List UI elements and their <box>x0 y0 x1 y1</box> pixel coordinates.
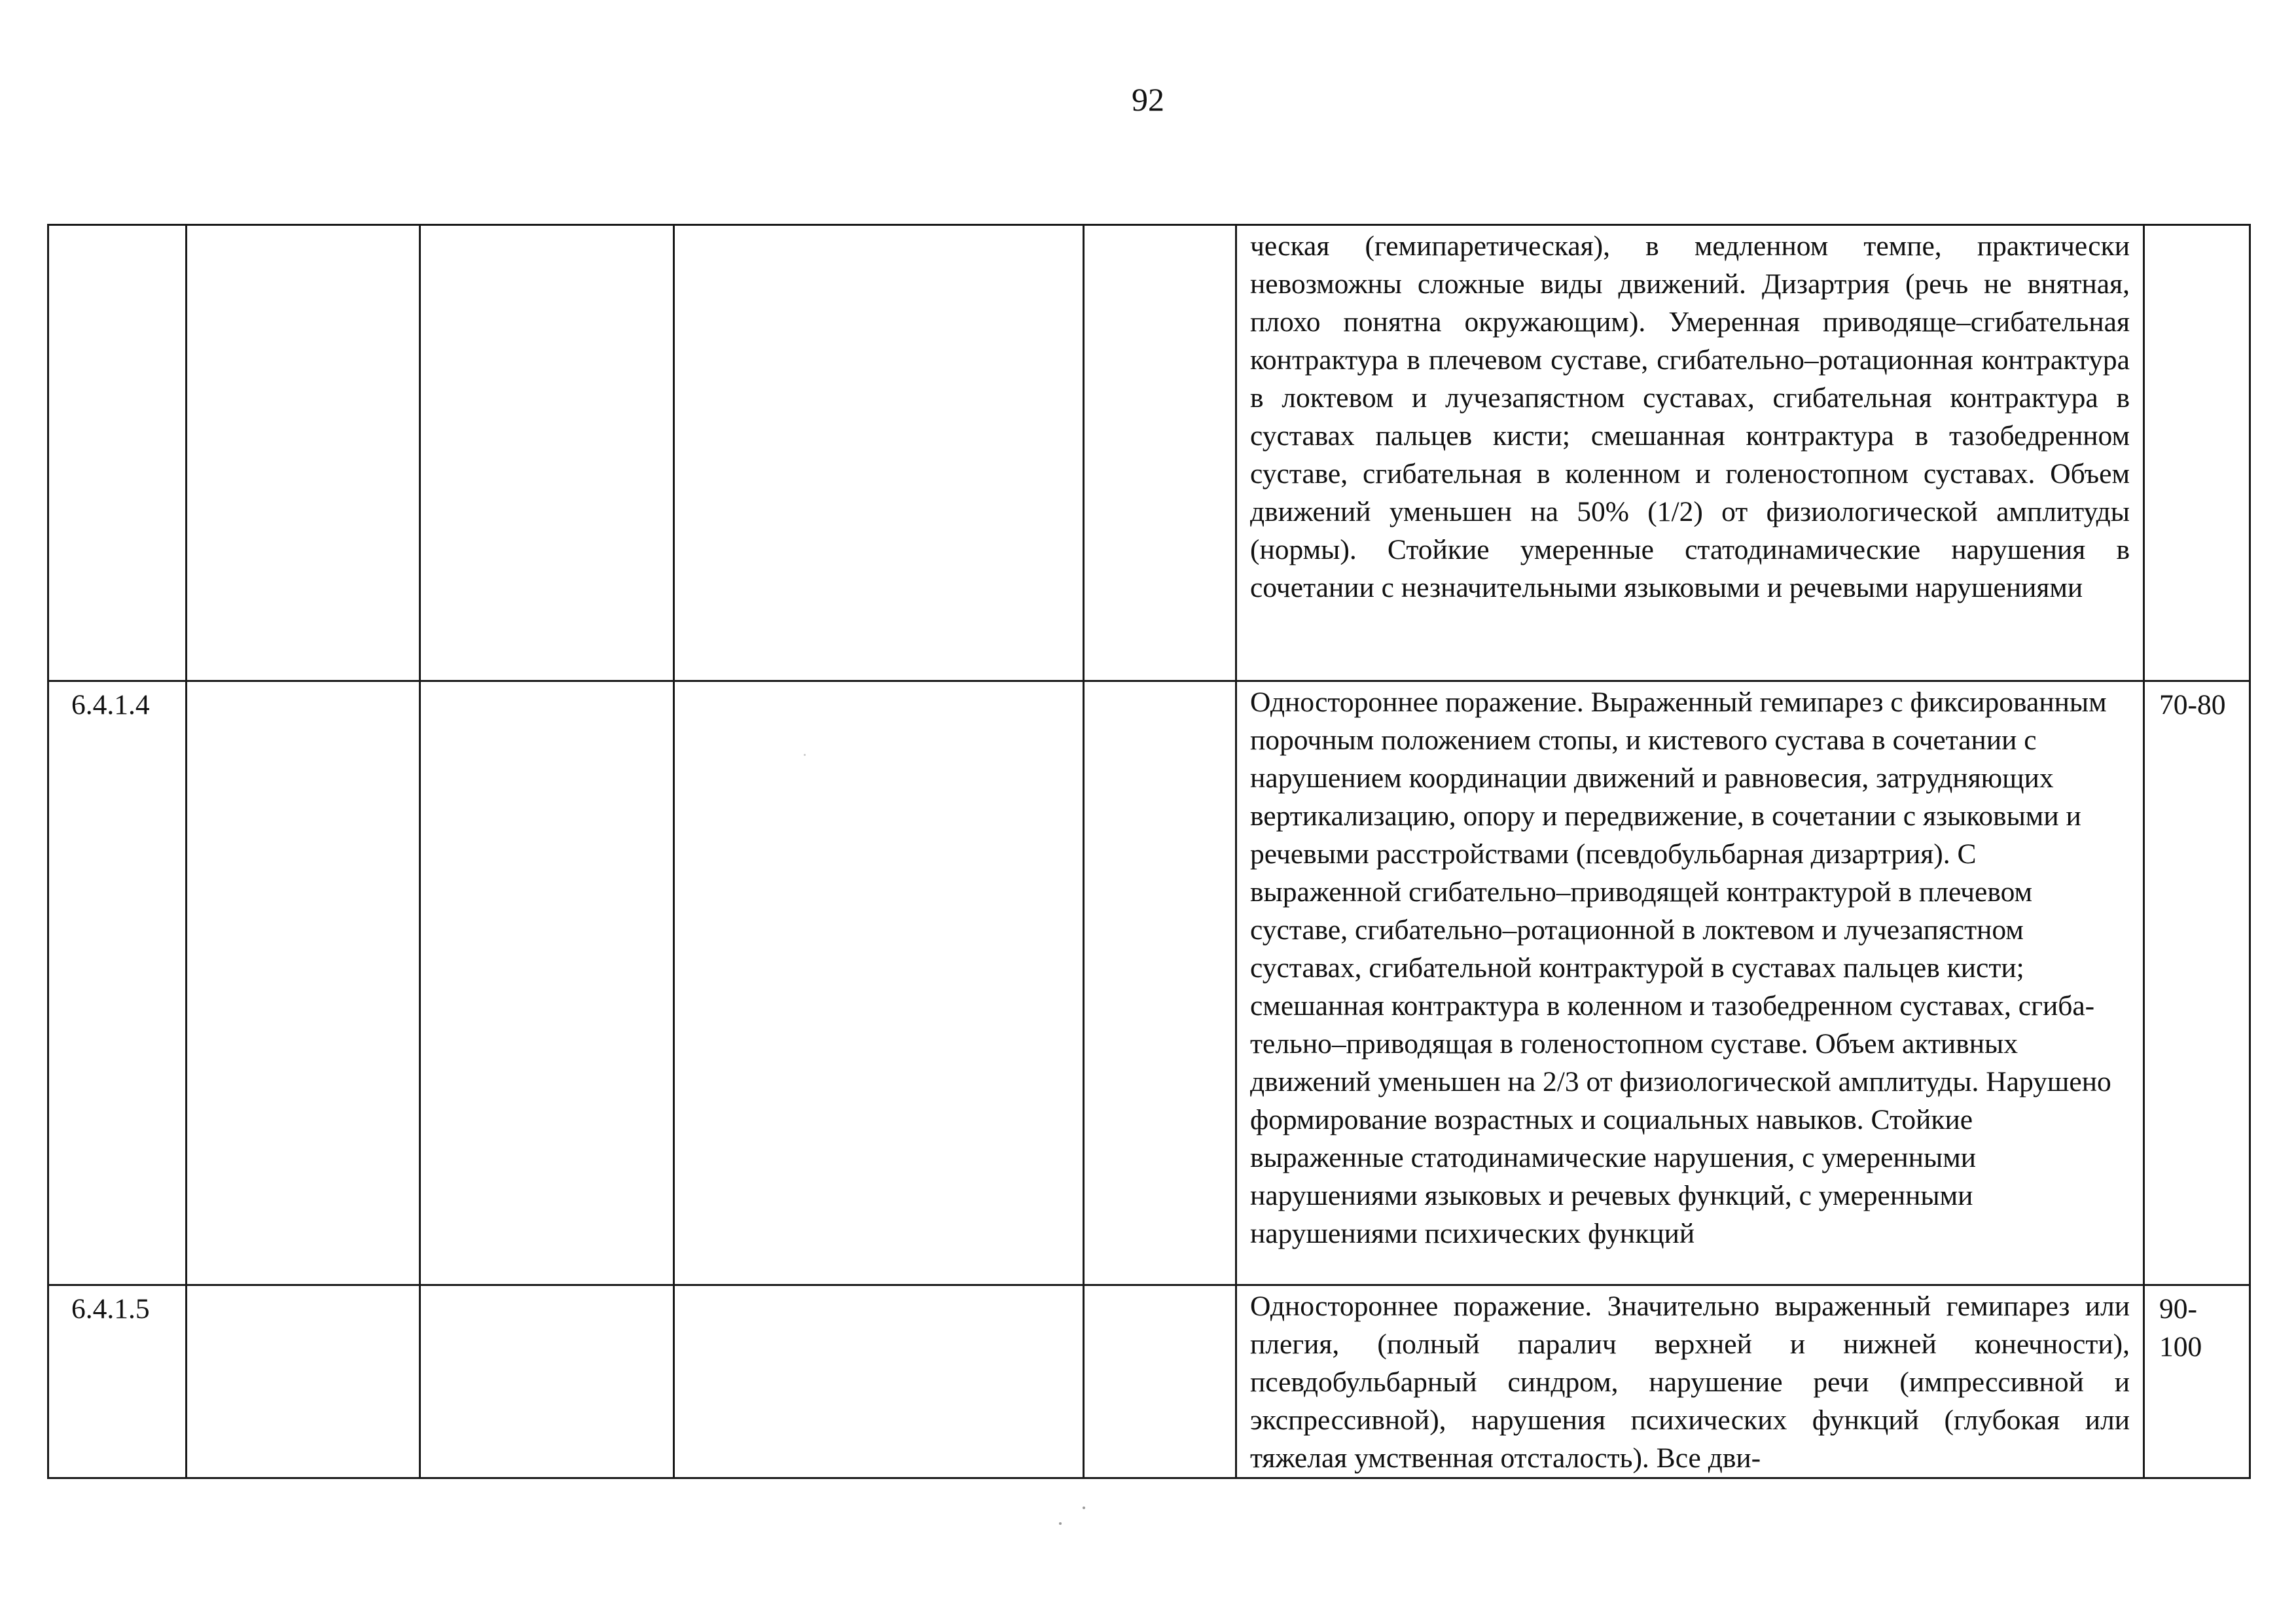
description-cell: Одностороннее поражение. Значительно выраженный гемипарез или плегия, (полный паралич верхней и нижней конечности), псевдобульбарный синдром, нарушение речи (импрессивной и экспрессивной), нарушения психических функций (глубокая или тяжелая умственная отсталость). Все дви- <box>1236 1285 2144 1478</box>
empty-cell <box>674 681 1084 1285</box>
empty-cell <box>187 1285 420 1478</box>
scan-speck <box>1059 1522 1062 1525</box>
empty-cell <box>1084 681 1236 1285</box>
code-cell <box>48 225 187 681</box>
scan-speck <box>1083 1507 1085 1509</box>
empty-cell <box>420 225 674 681</box>
score-cell <box>2144 225 2250 681</box>
empty-cell <box>674 1285 1084 1478</box>
table-row <box>48 225 2250 681</box>
code-cell: 6.4.1.5 <box>48 1285 187 1478</box>
empty-cell <box>674 225 1084 681</box>
table-row <box>48 1285 2250 1478</box>
description-cell: Одностороннее поражение. Выраженный гемипарез с фиксированным порочным положением стопы, и кистевого сустава в сочетании с нарушением координации движений и равновесия, затрудняющих вертикализацию, опору и передвижение, в сочетании с языковыми и речевыми расстройствами (псевдобульбарная дизартрия). С выраженной сгибательно–приводящей контрактурой в плечевом суставе, сгибательно–ротационной в локтевом и лучезапястном суставах, сгибательной контрактурой в суставах пальцев кисти; смешанная контрактура в коленном и тазобедренном суставах, сгибательно–приводящая в голеностопном суставе. Объем активных движений уменьшен на 2/3 от физиологической амплитуды. Нарушено формирование возрастных и социальных навыков. Стойкие выраженные статодинамические нарушения, с умеренными нарушениями языковых и речевых функций, с умеренными нарушениями психических функций <box>1236 681 2144 1285</box>
empty-cell <box>1084 225 1236 681</box>
page-number: 92 <box>1132 81 1164 118</box>
score-cell: 70-80 <box>2144 681 2250 1285</box>
code-cell: 6.4.1.4 <box>48 681 187 1285</box>
empty-cell <box>187 225 420 681</box>
description-cell: ческая (гемипаретическая), в медленном темпе, практически невозможны сложные виды движений. Дизартрия (речь не внятная, плохо понятна окружающим). Умеренная приводяще–сгибательная контрактура в плечевом суставе, сгибательно–ротационная контрактура в локтевом и лучезапястном суставах, сгибательная контрактура в суставах пальцев кисти; смешанная контрактура в тазобедренном суставе, сгибательная в коленном и голеностопном суставах. Объем движений уменьшен на 50% (1/2) от физиологической амплитуды (нормы). Стойкие умеренные статодинамические нарушения в сочетании с незначительными языковыми и речевыми нарушениями <box>1236 225 2144 681</box>
empty-cell <box>187 681 420 1285</box>
table-row <box>48 681 2250 1285</box>
empty-cell <box>420 1285 674 1478</box>
scan-speck <box>804 754 806 756</box>
empty-cell <box>1084 1285 1236 1478</box>
criteria-table <box>47 224 2251 1479</box>
score-cell: 90- 100 <box>2144 1285 2250 1478</box>
empty-cell <box>420 681 674 1285</box>
